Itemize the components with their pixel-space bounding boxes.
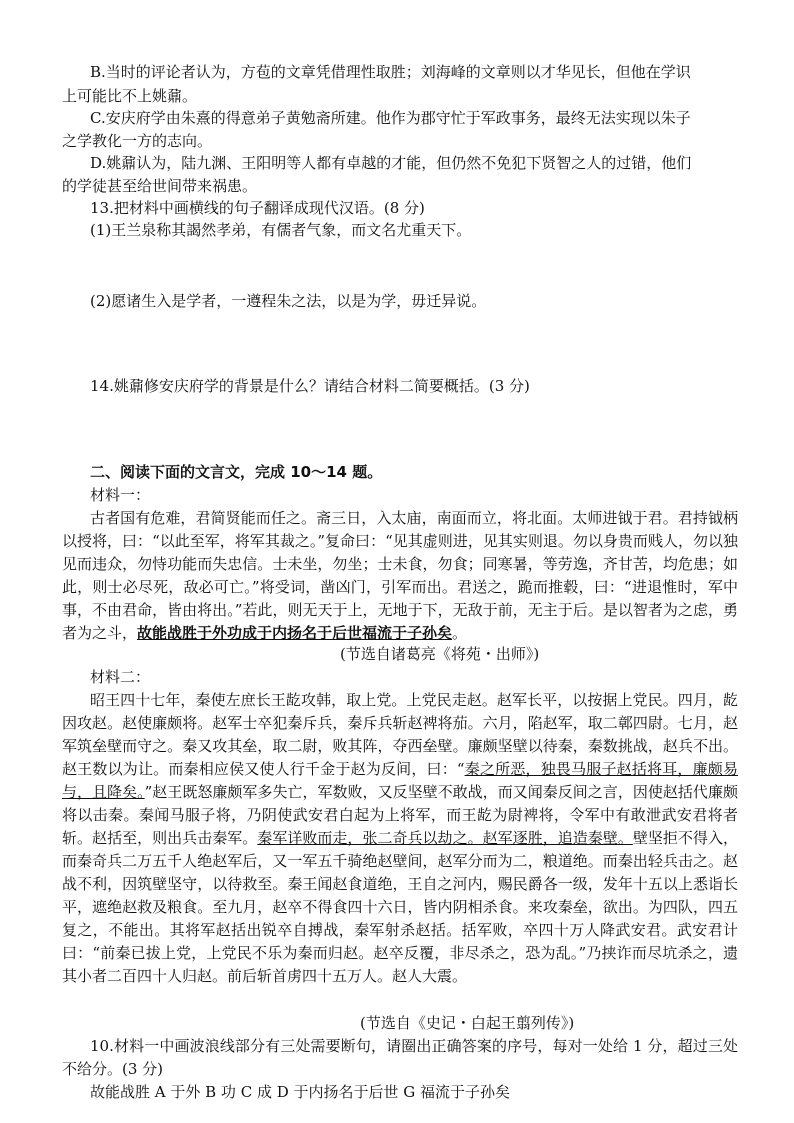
material2-text-2: ”赵王既怒廉颇军多失亡，军数败，又反坚壁不敢战，而又闻秦反间之言，因使赵括代廉颇将以击秦。秦闻马服子将，乃阴使武安君白起为上将军，而王龁为尉裨将，令军中有敢泄武安君将者斩。赵括至，则出兵击秦军。 <box>62 783 738 847</box>
q12-option-c-line1: C.安庆府学由朱熹的得意弟子黄勉斋所建。他作为郡守忙于军政事务，最终无法实现以朱子 <box>90 109 691 127</box>
q13-sentence-1: (1)王兰泉称其謁然孝弟，有儒者气象，而文名尤重天下。 <box>90 221 472 239</box>
material2-passage <box>62 689 738 988</box>
material2-source: (节选自《史记・白起王翦列传》) <box>360 1014 575 1032</box>
material1-source: (节选自诸葛亮《将苑・出师》) <box>340 645 540 663</box>
material2-underline-1: 秦之所恶，独畏马服子赵括将耳，廉颇易与，且降矣。 <box>62 760 738 801</box>
material1-text: 古者国有危难，君简贤能而任之。斋三日，入太庙，南面而立，将北面。太师进钺于君。君持钺柄以授将，曰：“以此至军，将军其裁之。”复命曰：“见其虚则进，见其实则退。勿以身贵而贱人，勿以独见而违众，勿恃功能而失忠信。士未坐，勿坐；士未食，勿食；同寒暑，等劳逸，齐甘苦，均危患；如此，则士必尽死，敌必可亡。”将受词，凿凶门，引军而出。君送之，跪而推毂，曰：“进退惟时，军中事，不由君命，皆由将出。”若此，则无天于上，无地于下，无敌于前，无主于后。是以智者为之虑，勇者为之斗， <box>62 509 738 642</box>
q10-stem: 10.材料一中画波浪线部分有三处需要断句，请圈出正确答案的序号，每对一处给 1 分，超过三处不给分。(3 分) <box>62 1037 738 1078</box>
material2-text-1: 昭王四十七年，秦使左庶长王龁攻韩，取上党。上党民走赵。赵军长平，以按据上党民。四月，龁因攻赵。赵使廉颇将。赵军士卒犯秦斥兵，秦斥兵斩赵裨将茄。六月，陷赵军，取二鄣四尉。七月，赵军筑垒壁而守之。秦又攻其垒，取二尉，败其阵，夺西垒壁。廉颇坚壁以待秦，秦数挑战，赵兵不出。赵王数以为让。而秦相应侯又使人行千金于赵为反间，曰：“ <box>62 691 738 778</box>
q12-option-b-line2: 上可能比不上姚鼐。 <box>62 87 198 105</box>
q13-sentence-2: (2)愿诸生入是学者，一遵程朱之法，以是为学，毋迁异说。 <box>90 292 487 310</box>
q14-stem: 14.姚鼐修安庆府学的背景是什么？请结合材料二简要概括。(3 分) <box>90 377 530 395</box>
material1-wavy-segment: 故能战胜于外功成于内扬名于后世福流于子孙矣 <box>137 624 453 642</box>
q12-option-d-line2: 的学徒甚至给世间带来祸患。 <box>62 177 258 195</box>
q12-option-d-line1: D.姚鼐认为，陆九渊、王阳明等人都有卓越的才能，但仍然不免犯下贤智之人的过错，他们 <box>90 154 692 172</box>
q10-options: 故能战胜 A 于外 B 功 C 成 D 于内扬名于后世 G 福流于子孙矣 <box>90 1083 511 1101</box>
material2-underline-2: 秦军详败而走，张二奇兵以劫之。赵军逐胜，追造秦壁。 <box>257 829 633 847</box>
material1-period: 。 <box>452 624 468 642</box>
q12-option-c-line2: 之学教化一方的志向。 <box>62 132 213 150</box>
section-heading: 二、阅读下面的文言文，完成 10～14 题。 <box>90 463 383 481</box>
material1-label: 材料一： <box>90 486 151 504</box>
q12-option-b-line1: B.当时的评论者认为，方苞的文章凭借理性取胜；刘海峰的文章则以才华见长，但他在学识 <box>90 63 691 81</box>
material1-passage <box>62 507 738 645</box>
material2-text-3: 壁坚拒不得入，而秦奇兵二万五千人绝赵军后，又一军五千骑绝赵壁间，赵军分而为二，粮道绝。而秦出轻兵击之。赵战不利，因筑壁坚守，以待救至。秦王闻赵食道绝，王自之河内，赐民爵各一级，发年十五以上悉诣长平，遮绝赵救及粮食。至九月，赵卒不得食四十六日，皆内阴相杀食。来攻秦垒，欲出。为四队，四五复之，不能出。其将军赵括出锐卒自搏战，秦军射杀赵括。括军败，卒四十万人降武安君。武安君计曰：“前秦已拔上党，上党民不乐为秦而归赵。赵卒反覆，非尽杀之，恐为乱。”乃挟诈而尽坑杀之，遗其小者二百四十人归赵。前后斩首虏四十五万人。赵人大震。 <box>62 829 738 985</box>
q10-stem-block <box>62 1035 738 1081</box>
material2-label: 材料二： <box>90 668 151 686</box>
q13-stem: 13.把材料中画横线的句子翻译成现代汉语。(8 分) <box>90 199 425 217</box>
